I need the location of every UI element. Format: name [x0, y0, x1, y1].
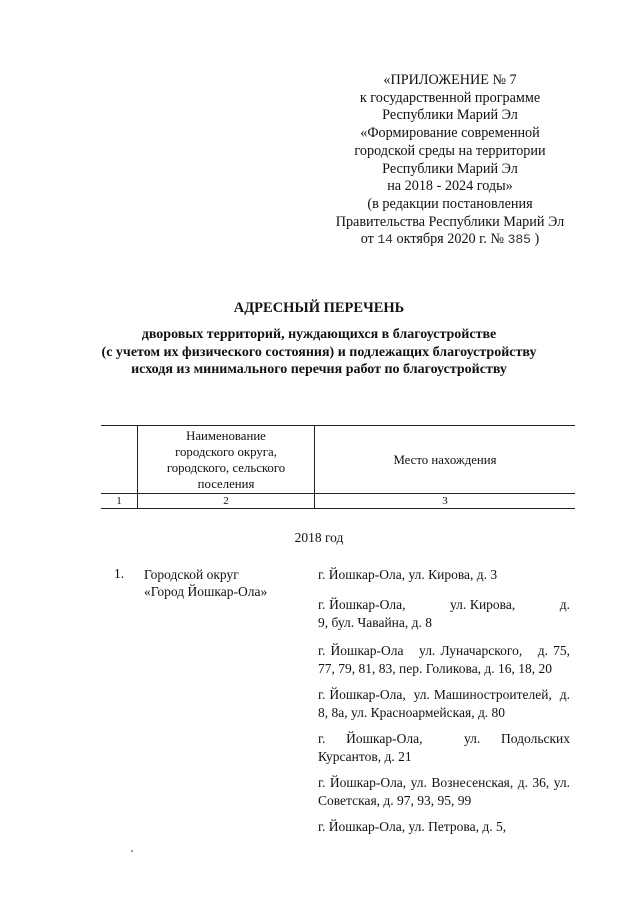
column-number: 2: [138, 494, 315, 509]
date-rest: октября 2020 г. №: [396, 231, 505, 248]
address-item: г. Йошкар-Ола, ул. Кирова, д. 3: [318, 567, 498, 582]
date-prefix: от: [360, 231, 374, 248]
address-item: г. Йошкар-Ола, ул. Вознесенская, д. 36, ул. Советская, д. 97, 93, 95, 99: [318, 775, 570, 808]
header-cell-location: Место нахождения: [315, 426, 576, 494]
entry-municipality: [144, 566, 267, 600]
appendix-header: [300, 72, 600, 249]
appendix-line: Республики Марий Эл: [382, 107, 518, 124]
subtitle-line: дворовых территорий, нуждающихся в благоустройстве: [141, 327, 497, 342]
table-number-row: [101, 494, 575, 509]
header-cell-name: Наименование городского округа, городского, сельского поселения: [138, 426, 315, 494]
table-header-row: [101, 426, 575, 494]
appendix-line: «Формирование современной: [360, 125, 540, 142]
subtitle-line: исходя из минимального перечня работ по благоустройству: [131, 362, 507, 377]
address-item: г. Йошкар-Ола, ул. Кирова, д. 9, бул. Чавайна, д. 8: [318, 597, 574, 630]
column-number: 1: [101, 494, 138, 509]
appendix-line: городской среды на территории: [354, 142, 546, 159]
appendix-line: Республики Марий Эл: [382, 160, 518, 177]
closing-paren: ): [534, 231, 540, 248]
date-day: 14: [377, 232, 393, 248]
column-number: 3: [315, 494, 576, 509]
document-title: АДРЕСНЫЙ ПЕРЕЧЕНЬ: [233, 300, 405, 316]
year-heading: 2018 год: [294, 530, 344, 545]
appendix-line: к государственной программе: [359, 89, 541, 106]
municipality-line: Городской округ: [144, 567, 239, 582]
doc-number: 385: [507, 232, 531, 248]
address-item: г. Йошкар-Ола, ул. Машиностроителей, д. 8, 8а, ул. Красноармейская, д. 80: [318, 687, 574, 720]
appendix-line: Правительства Республики Марий Эл: [335, 213, 565, 230]
scan-speck: [131, 850, 133, 852]
appendix-date-line: [300, 231, 600, 249]
document-subtitle: [0, 326, 638, 379]
subtitle-line: (с учетом их физического состояния) и подлежащих благоустройству: [101, 344, 537, 360]
header-table: [101, 425, 575, 509]
entry-number: 1.: [114, 566, 125, 581]
address-item: г. Йошкар-Ола, ул. Петрова, д. 5,: [318, 819, 507, 834]
address-item: г. Йошкар-Ола, ул. Подольских Курсантов, д. 21: [318, 731, 577, 764]
address-item: г. Йошкар-Ола ул. Луначарского, д. 75, 77, 79, 81, 83, пер. Голикова, д. 16, 18, 20: [318, 643, 574, 676]
appendix-line: (в редакции постановления: [367, 195, 533, 212]
appendix-line: «ПРИЛОЖЕНИЕ № 7: [383, 72, 517, 88]
municipality-line: «Город Йошкар-Ола»: [144, 584, 268, 599]
appendix-line: на 2018 - 2024 годы»: [387, 178, 513, 195]
header-cell-number: [101, 426, 138, 494]
